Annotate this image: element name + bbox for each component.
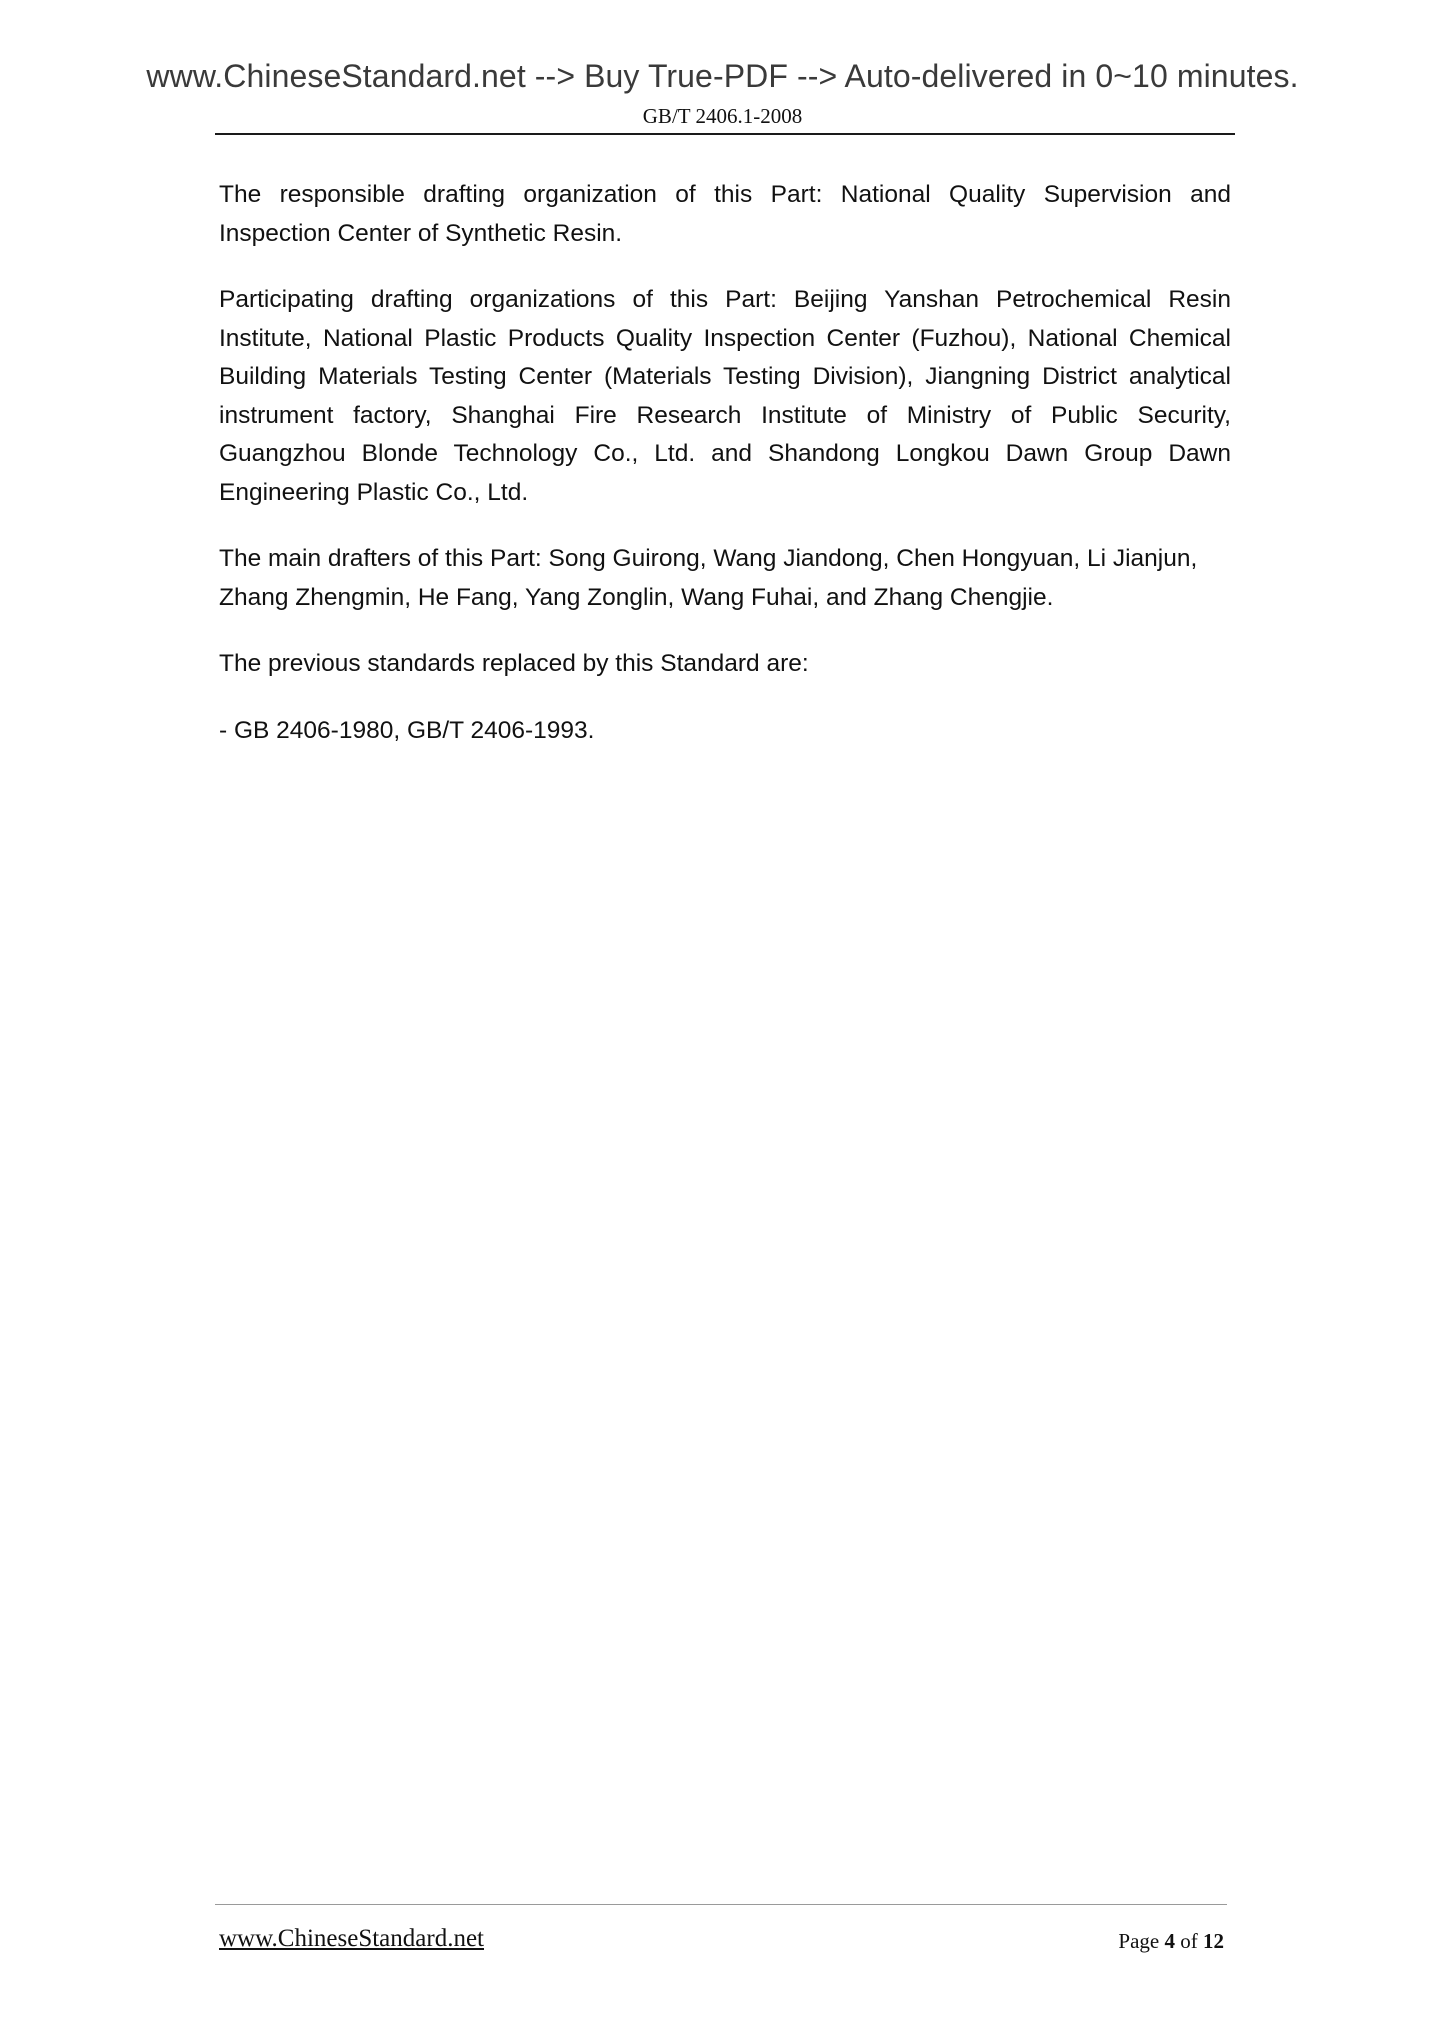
page-of: of: [1175, 1929, 1203, 1953]
header-banner: www.ChineseStandard.net --> Buy True-PDF --> Auto-delivered in 0~10 minutes.: [146, 58, 1299, 94]
list-item-replaced-standards: - GB 2406-1980, GB/T 2406-1993.: [219, 716, 595, 744]
paragraph-participating-organizations: Participating drafting organizations of this Part: Beijing Yanshan Petrochemical Resin Institute, National Plastic Products Quality Inspection Center (Fuzhou), National Chemical Building Materials Testing Center (Materials Testing Division), Jiangning District analytical instrument factory, Shanghai Fire Research Institute of Ministry of Public Security, Guangzhou Blonde Technology Co., Ltd. and Shandong Longkou Dawn Group Dawn Engineering Plastic Co., Ltd.: [219, 286, 1231, 506]
document-body: [219, 176, 1231, 778]
footer-divider: [215, 1904, 1227, 1905]
footer-website-link[interactable]: www.ChineseStandard.net: [219, 1925, 484, 1952]
paragraph-previous-standards: The previous standards replaced by this Standard are:: [219, 650, 809, 677]
standard-code: GB/T 2406.1-2008: [642, 104, 803, 128]
header-divider: [215, 133, 1235, 135]
page-total: 12: [1203, 1929, 1224, 1953]
paragraph-drafting-organization: The responsible drafting organization of this Part: National Quality Supervision and Inspection Center of Synthetic Resin.: [219, 181, 1231, 247]
page-current: 4: [1164, 1929, 1175, 1953]
page-prefix: Page: [1118, 1929, 1165, 1953]
page-number: [1118, 1929, 1224, 1954]
paragraph-main-drafters: The main drafters of this Part: Song Guirong, Wang Jiandong, Chen Hongyuan, Li Jianjun, Zhang Zhengmin, He Fang, Yang Zonglin, Wang Fuhai, and Zhang Chengjie.: [219, 545, 1198, 611]
